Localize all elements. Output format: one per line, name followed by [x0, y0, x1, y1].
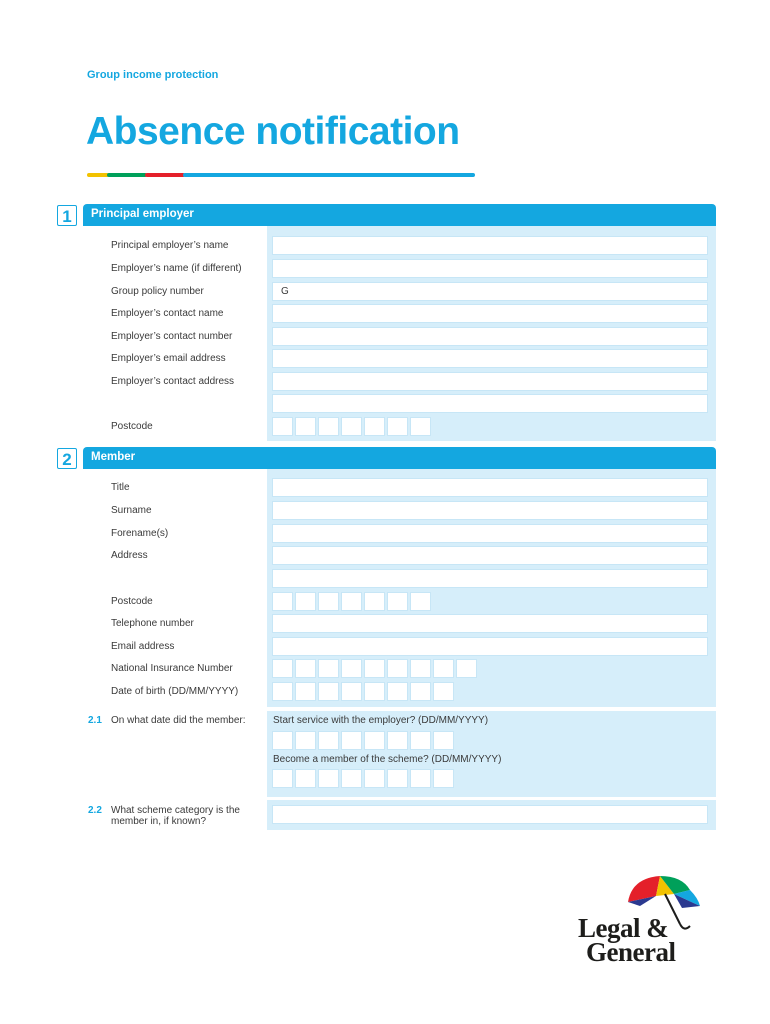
ni-number-cell[interactable]: [295, 659, 316, 678]
ni-number-cell[interactable]: [364, 659, 385, 678]
member-postcode-cell[interactable]: [341, 592, 362, 611]
section-2-header: [83, 447, 716, 469]
member-address-label: Address: [111, 550, 148, 561]
employer-email-field[interactable]: [272, 349, 708, 368]
q21-number: 2.1: [88, 715, 102, 726]
scheme-join-date-cell[interactable]: [433, 769, 454, 788]
contact-number-label: Employer’s contact number: [111, 331, 233, 342]
member-email-field[interactable]: [272, 637, 708, 656]
q22-label-line1: What scheme category is the: [111, 805, 240, 816]
member-address-field-line2[interactable]: [272, 569, 708, 588]
service-start-date-cell[interactable]: [410, 731, 431, 750]
scheme-join-date-cell[interactable]: [387, 769, 408, 788]
policy-number-label: Group policy number: [111, 286, 204, 297]
dob-cell[interactable]: [341, 682, 362, 701]
employer-postcode-label: Postcode: [111, 421, 153, 432]
service-start-date-cell[interactable]: [272, 731, 293, 750]
dob-cell[interactable]: [272, 682, 293, 701]
contact-number-field[interactable]: [272, 327, 708, 346]
scheme-category-field[interactable]: [272, 805, 708, 824]
employer-postcode-cell[interactable]: [364, 417, 385, 436]
q22-number: 2.2: [88, 805, 102, 816]
policy-number-value: G: [281, 286, 289, 297]
logo-text-line2: General: [586, 937, 676, 967]
ni-number-cell[interactable]: [387, 659, 408, 678]
contact-address-field-line1[interactable]: [272, 372, 708, 391]
surname-field[interactable]: [272, 501, 708, 520]
surname-label: Surname: [111, 505, 152, 516]
service-start-date-cell[interactable]: [433, 731, 454, 750]
contact-address-label: Employer’s contact address: [111, 376, 235, 387]
q21-label: On what date did the member:: [111, 715, 246, 726]
telephone-label: Telephone number: [111, 618, 194, 629]
ni-number-cell[interactable]: [272, 659, 293, 678]
member-email-label: Email address: [111, 641, 175, 652]
ni-number-cell[interactable]: [410, 659, 431, 678]
contact-name-label: Employer’s contact name: [111, 308, 224, 319]
scheme-join-date-cell[interactable]: [341, 769, 362, 788]
ni-number-label: National Insurance Number: [111, 663, 233, 674]
member-postcode-cell[interactable]: [364, 592, 385, 611]
scheme-join-date-cell[interactable]: [295, 769, 316, 788]
dob-cell[interactable]: [364, 682, 385, 701]
dob-label: Date of birth (DD/MM/YYYY): [111, 686, 239, 697]
member-postcode-cell[interactable]: [318, 592, 339, 611]
employer-postcode-cell[interactable]: [318, 417, 339, 436]
contact-name-field[interactable]: [272, 304, 708, 323]
scheme-join-label: Become a member of the scheme? (DD/MM/YYYY): [273, 754, 502, 765]
member-postcode-cell[interactable]: [295, 592, 316, 611]
dob-cell[interactable]: [387, 682, 408, 701]
dob-cell[interactable]: [410, 682, 431, 701]
employer-postcode-cell[interactable]: [341, 417, 362, 436]
service-start-date-cell[interactable]: [341, 731, 362, 750]
scheme-join-date-cell[interactable]: [410, 769, 431, 788]
scheme-join-date-cell[interactable]: [318, 769, 339, 788]
color-rule-green: [107, 173, 147, 177]
ni-number-cell[interactable]: [318, 659, 339, 678]
member-postcode-cell[interactable]: [272, 592, 293, 611]
color-rule-yellow: [87, 173, 109, 177]
employer-postcode-cell[interactable]: [272, 417, 293, 436]
employer-postcode-cell[interactable]: [410, 417, 431, 436]
employer-name-label: Principal employer’s name: [111, 240, 229, 251]
service-start-date-cell[interactable]: [387, 731, 408, 750]
employer-alt-name-label: Employer’s name (if different): [111, 263, 242, 274]
member-postcode-label: Postcode: [111, 596, 153, 607]
service-start-date-cell[interactable]: [295, 731, 316, 750]
forenames-field[interactable]: [272, 524, 708, 543]
scheme-join-date-cell[interactable]: [364, 769, 385, 788]
employer-email-label: Employer’s email address: [111, 353, 226, 364]
section-1-header: [83, 204, 716, 226]
logo-text-line1: Legal &: [578, 913, 669, 943]
q22-label-line2: member in, if known?: [111, 816, 207, 827]
service-start-date-cell[interactable]: [318, 731, 339, 750]
employer-postcode-cell[interactable]: [295, 417, 316, 436]
scheme-join-date-cell[interactable]: [272, 769, 293, 788]
section-2-number: 2: [57, 448, 77, 469]
member-postcode-cell[interactable]: [410, 592, 431, 611]
ni-number-cell[interactable]: [341, 659, 362, 678]
ni-number-cell[interactable]: [433, 659, 454, 678]
service-start-date-cell[interactable]: [364, 731, 385, 750]
member-title-field[interactable]: [272, 478, 708, 497]
dob-cell[interactable]: [433, 682, 454, 701]
forenames-label: Forename(s): [111, 528, 169, 539]
section-1-number: 1: [57, 205, 77, 226]
form-eyebrow: Group income protection: [87, 69, 219, 81]
member-title-label: Title: [111, 482, 130, 493]
employer-name-field[interactable]: [272, 236, 708, 255]
policy-number-field[interactable]: [272, 282, 708, 301]
section-1-title: Principal employer: [91, 208, 194, 220]
dob-cell[interactable]: [295, 682, 316, 701]
member-postcode-cell[interactable]: [387, 592, 408, 611]
dob-cell[interactable]: [318, 682, 339, 701]
employer-alt-name-field[interactable]: [272, 259, 708, 278]
section-2-title: Member: [91, 451, 136, 463]
page-title: Absence notification: [86, 110, 460, 153]
contact-address-field-line2[interactable]: [272, 394, 708, 413]
telephone-field[interactable]: [272, 614, 708, 633]
ni-number-cell[interactable]: [456, 659, 477, 678]
employer-postcode-cell[interactable]: [387, 417, 408, 436]
member-address-field-line1[interactable]: [272, 546, 708, 565]
color-rule-blue: [183, 173, 475, 177]
service-start-label: Start service with the employer? (DD/MM/YYYY): [273, 715, 489, 726]
color-rule-red: [145, 173, 185, 177]
